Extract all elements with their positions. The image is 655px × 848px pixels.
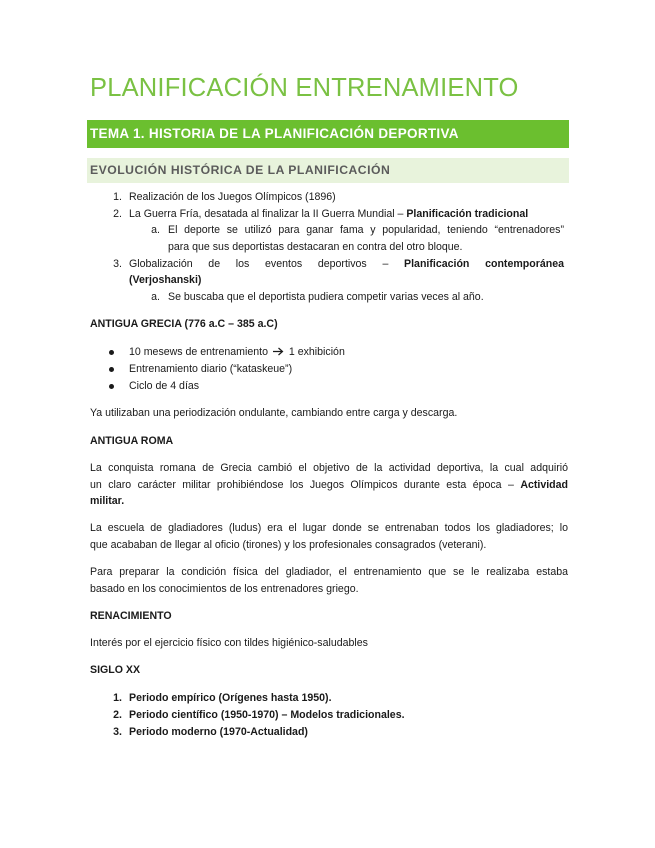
list-item: Ciclo de 4 días	[129, 380, 200, 392]
bullet-icon	[109, 384, 114, 389]
roma-paragraph-3: Para preparar la condición física del gladiador, el entrenamiento que se le realizaba estaba	[90, 566, 568, 578]
list-item-cont: (Verjoshanski)	[129, 274, 202, 286]
bullet-icon	[109, 350, 114, 355]
grecia-heading: ANTIGUA GRECIA (776 a.C – 385 a.C)	[90, 318, 278, 330]
renacimiento-paragraph: Interés por el ejercicio físico con tildes higiénico-saludables	[90, 637, 368, 649]
arrow-right-icon	[273, 347, 284, 356]
renacimiento-heading: RENACIMIENTO	[90, 610, 172, 622]
list-item: Entrenamiento diario (“kataskeue”)	[129, 363, 293, 375]
section-heading: EVOLUCIÓN HISTÓRICA DE LA PLANIFICACIÓN	[87, 158, 569, 183]
tema-heading: TEMA 1. HISTORIA DE LA PLANIFICACIÓN DEPORTIVA	[87, 120, 569, 148]
bullet-icon	[109, 367, 114, 372]
list-item: 10 mesews de entrenamiento 1 exhibición	[129, 346, 345, 358]
roma-paragraph-2: La escuela de gladiadores (ludus) era el lugar donde se entrenaban todos los gladiadores; lo	[90, 522, 568, 534]
roma-paragraph-1: La conquista romana de Grecia cambió el objetivo de la actividad deportiva, la cual adquirió	[90, 462, 568, 474]
roma-paragraph-1-cont: un claro carácter militar prohibiéndose los Juegos Olímpicos durante esta época – Actividad	[90, 479, 568, 491]
sub-list-item-cont: para que sus deportistas destacaran en contra del otro bloque.	[168, 241, 463, 253]
siglo-heading: SIGLO XX	[90, 664, 141, 676]
document-title: PLANIFICACIÓN ENTRENAMIENTO	[90, 74, 519, 102]
grecia-paragraph: Ya utilizaban una periodización ondulante, cambiando entre carga y descarga.	[90, 407, 458, 419]
roma-heading: ANTIGUA ROMA	[90, 435, 174, 447]
roma-paragraph-3-cont: basado en los conocimientos de los entrenadores griego.	[90, 583, 359, 595]
roma-paragraph-1-end: militar.	[90, 495, 125, 507]
roma-paragraph-2-cont: que acababan de llegar al oficio (tirones) y los profesionales consagrados (veterani).	[90, 539, 487, 551]
